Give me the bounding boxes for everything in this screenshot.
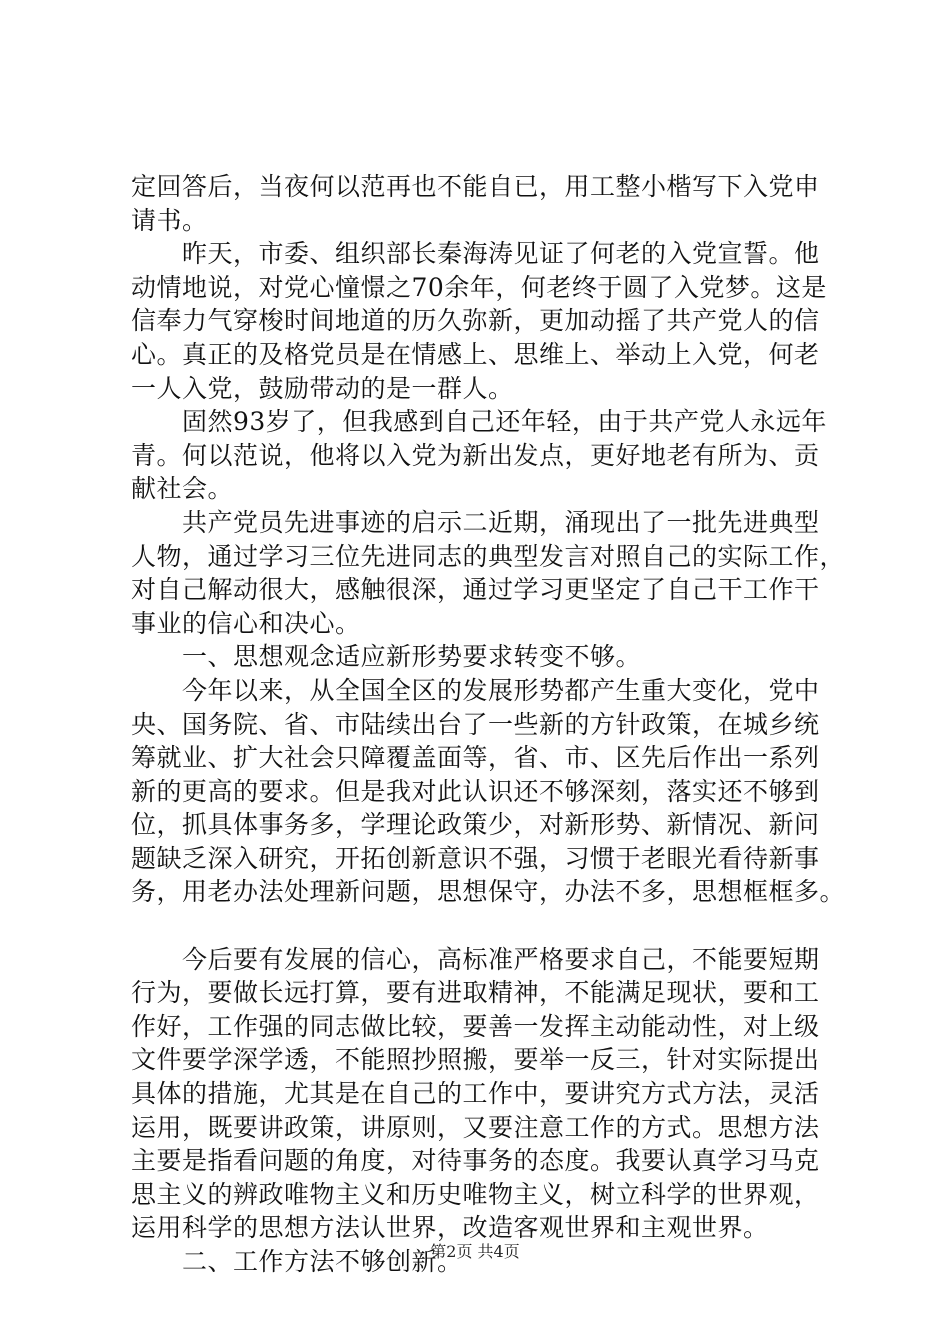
text-line: 行为，要做长远打算，要有进取精神，不能满足现状，要和工 [131, 978, 820, 1008]
blank-line [131, 909, 831, 943]
text-line: 筹就业、扩大社会只障覆盖面等，省、市、区先后作出一系列 [131, 743, 820, 773]
text-line: 运用科学的思想方法认世界，改造客观世界和主观世界。 [131, 1213, 769, 1243]
text-line: 思主义的辨政唯物主义和历史唯物主义，树立科学的世界观， [131, 1179, 820, 1209]
text-line: 运用，既要讲政策，讲原则，又要注意工作的方式。思想方法 [131, 1112, 820, 1142]
text-line: 央、国务院、省、市陆续出台了一些新的方针政策，在城乡统 [131, 709, 820, 739]
text-line: 青。何以范说，他将以入党为新出发点，更好地老有所为、贡 [131, 440, 820, 470]
text-line: 具体的措施，尤其是在自己的工作中，要讲究方式方法，灵活 [131, 1079, 820, 1109]
text-line: 文件要学深学透，不能照抄照搬，要举一反三，针对实际提出 [131, 1045, 820, 1075]
document-body [131, 170, 846, 1279]
text-line: 心。真正的及格党员是在情感上、思维上、举动上入党，何老 [131, 339, 820, 369]
page-number: 第2页 共4页 [430, 1242, 520, 1261]
text-line: 题缺乏深入研究，开拓创新意识不强，习惯于老眼光看待新事 [131, 843, 820, 873]
text-line: 人物，通过学习三位先进同志的典型发言对照自己的实际工作， [131, 541, 846, 571]
text-line: 务，用老办法处理新问题，思想保守，办法不多，思想框框多。 [131, 877, 846, 907]
text-line: 事业的信心和决心。 [131, 608, 361, 638]
section-heading: 二、工作方法不够创新。 [131, 1247, 463, 1276]
text-line: 共产党员先进事迹的启示二近期，涌现出了一批先进典型 [131, 507, 820, 537]
text-line: 今年以来，从全国全区的发展形势都产生重大变化，党中 [131, 675, 820, 705]
text-line: 位，抓具体事务多，学理论政策少，对新形势、新情况、新问 [131, 810, 820, 840]
text-line: 新的更高的要求。但是我对此认识还不够深刻，落实还不够到 [131, 776, 820, 806]
text-line: 信奉力气穿梭时间地道的历久弥新，更加动摇了共产党人的信 [131, 306, 820, 336]
text-line: 固然93岁了，但我感到自己还年轻，由于共产党人永远年 [131, 407, 827, 437]
text-line: 一人入党，鼓励带动的是一群人。 [131, 373, 514, 403]
text-line: 请书。 [131, 205, 208, 235]
text-line: 昨天，市委、组织部长秦海涛见证了何老的入党宣誓。他 [131, 239, 820, 269]
text-line: 今后要有发展的信心，高标准严格要求自己，不能要短期 [131, 944, 820, 974]
text-line: 动情地说，对党心憧憬之70余年，何老终于圆了入党梦。这是 [131, 272, 827, 302]
text-line: 主要是指看问题的角度，对待事务的态度。我要认真学习马克 [131, 1146, 820, 1176]
text-line: 定回答后，当夜何以范再也不能自已，用工整小楷写下入党申 [131, 172, 820, 201]
text-line: 献社会。 [131, 474, 234, 504]
text-line: 对自己解动很大，感触很深，通过学习更坚定了自己干工作干 [131, 575, 820, 605]
text-line: 作好，工作强的同志做比较，要善一发挥主动能动性，对上级 [131, 1011, 820, 1041]
section-heading: 一、思想观念适应新形势要求转变不够。 [131, 642, 642, 672]
